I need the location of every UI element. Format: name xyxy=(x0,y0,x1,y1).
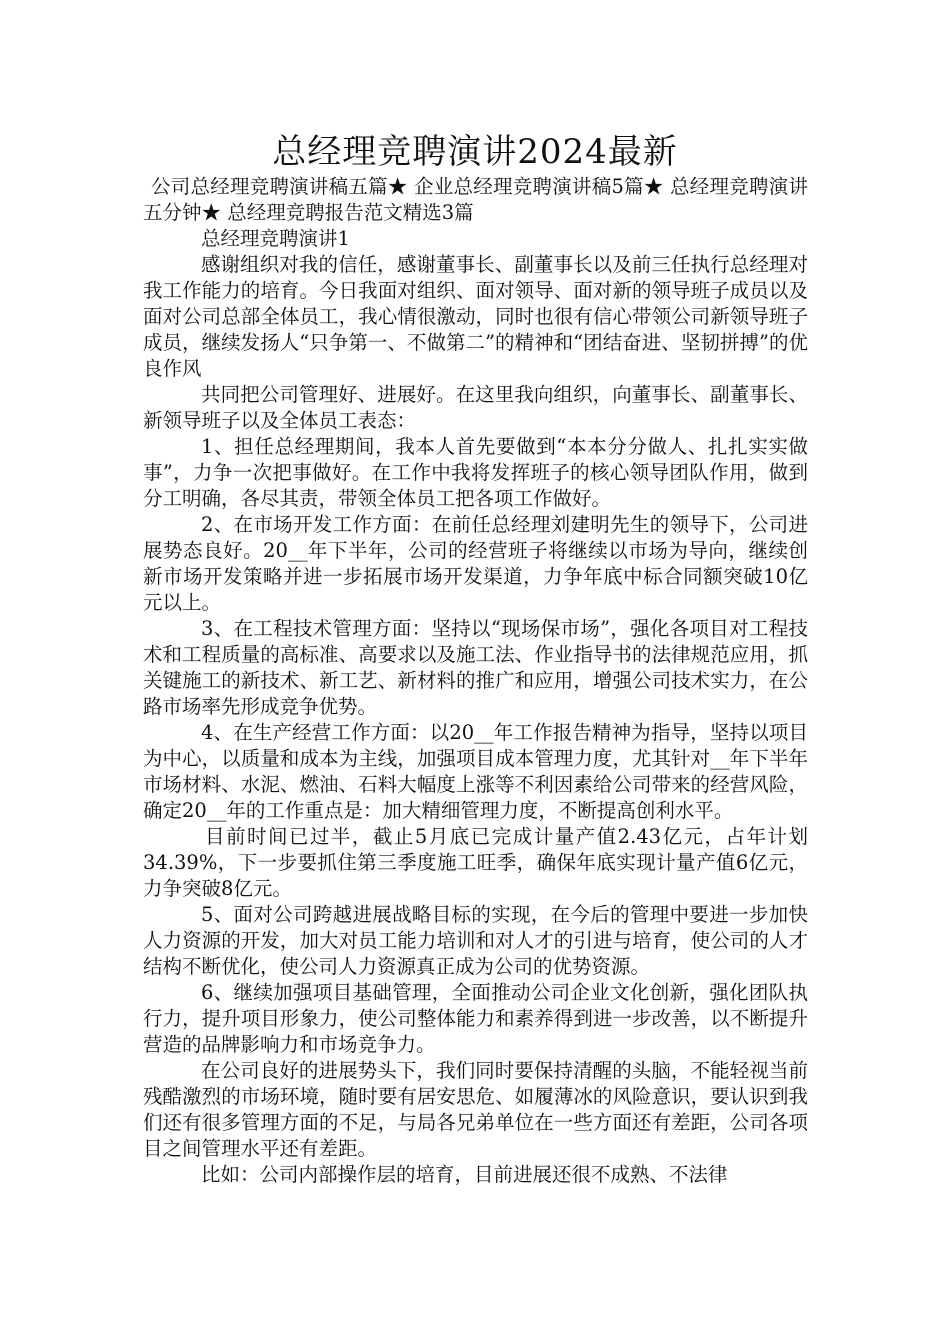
paragraph: 3、在工程技术管理方面：坚持以“现场保市场”，强化各项目对工程技术和工程质量的高标准、高要求以及施工法、作业指导书的法律规范应用，抓关键施工的新技术、新工艺、新材料的推广和应用，增强公司技术实力，在公路市场率先形成竞争优势。 xyxy=(143,617,808,718)
paragraph: 1、担任总经理期间，我本人首先要做到“本本分分做人、扎扎实实做事”，力争一次把事做好。在工作中我将发挥班子的核心领导团队作用，做到分工明确，各尽其责，带领全体员工把各项工作做好。 xyxy=(143,435,808,510)
paragraph: 在公司良好的进展势头下，我们同时要保持清醒的头脑，不能轻视当前残酷激烈的市场环境，随时要有居安思危、如履薄冰的风险意识，要认识到我们还有很多管理方面的不足，与局各兄弟单位在一些方面还有差距，公司各项目之间管理水平还有差距。 xyxy=(143,1059,808,1160)
document-body xyxy=(143,174,808,1188)
related-articles-line: 公司总经理竞聘演讲稿五篇★ 企业总经理竞聘演讲稿5篇★ 总经理竞聘演讲五分钟★ 总经理竞聘报告范文精选3篇 xyxy=(143,175,808,224)
paragraph: 共同把公司管理好、进展好。在这里我向组织，向董事长、副董事长、新领导班子以及全体员工表态： xyxy=(143,383,808,432)
paragraph: 4、在生产经营工作方面：以20__年工作报告精神为指导，坚持以项目为中心，以质量和成本为主线，加强项目成本管理力度，尤其针对__年下半年市场材料、水泥、燃油、石料大幅度上涨等不利因素给公司带来的经营风险，确定20__年的工作重点是：加大精细管理力度，不断提高创利水平。 xyxy=(143,721,808,822)
section-heading: 总经理竞聘演讲1 xyxy=(201,227,350,250)
paragraph: 目前时间已过半，截止5月底已完成计量产值2.43亿元，占年计划34.39%，下一步要抓住第三季度施工旺季，确保年底实现计量产值6亿元，力争突破8亿元。 xyxy=(143,825,808,900)
paragraph: 6、继续加强项目基础管理，全面推动公司企业文化创新，强化团队执行力，提升项目形象力，使公司整体能力和素养得到进一步改善，以不断提升营造的品牌影响力和市场竞争力。 xyxy=(143,981,808,1056)
paragraph: 5、面对公司跨越进展战略目标的实现，在今后的管理中要进一步加快人力资源的开发，加大对员工能力培训和对人才的引进与培育，使公司的人才结构不断优化，使公司人力资源真正成为公司的优势资源。 xyxy=(143,903,808,978)
paragraph: 2、在市场开发工作方面：在前任总经理刘建明先生的领导下，公司进展势态良好。20__年下半年，公司的经营班子将继续以市场为导向，继续创新市场开发策略并进一步拓展市场开发渠道，力争年底中标合同额突破10亿元以上。 xyxy=(143,513,808,614)
document-title: 总经理竞聘演讲2024最新 xyxy=(272,132,678,172)
paragraph: 感谢组织对我的信任，感谢董事长、副董事长以及前三任执行总经理对我工作能力的培育。今日我面对组织、面对领导、面对新的领导班子成员以及面对公司总部全体员工，我心情很激动，同时也很有信心带领公司新领导班子成员，继续发扬人“只争第一、不做第二”的精神和“团结奋进、坚韧拼搏”的优良作风 xyxy=(143,253,808,380)
paragraph: 比如：公司内部操作层的培育，目前进展还很不成熟、不法律 xyxy=(201,1163,728,1186)
